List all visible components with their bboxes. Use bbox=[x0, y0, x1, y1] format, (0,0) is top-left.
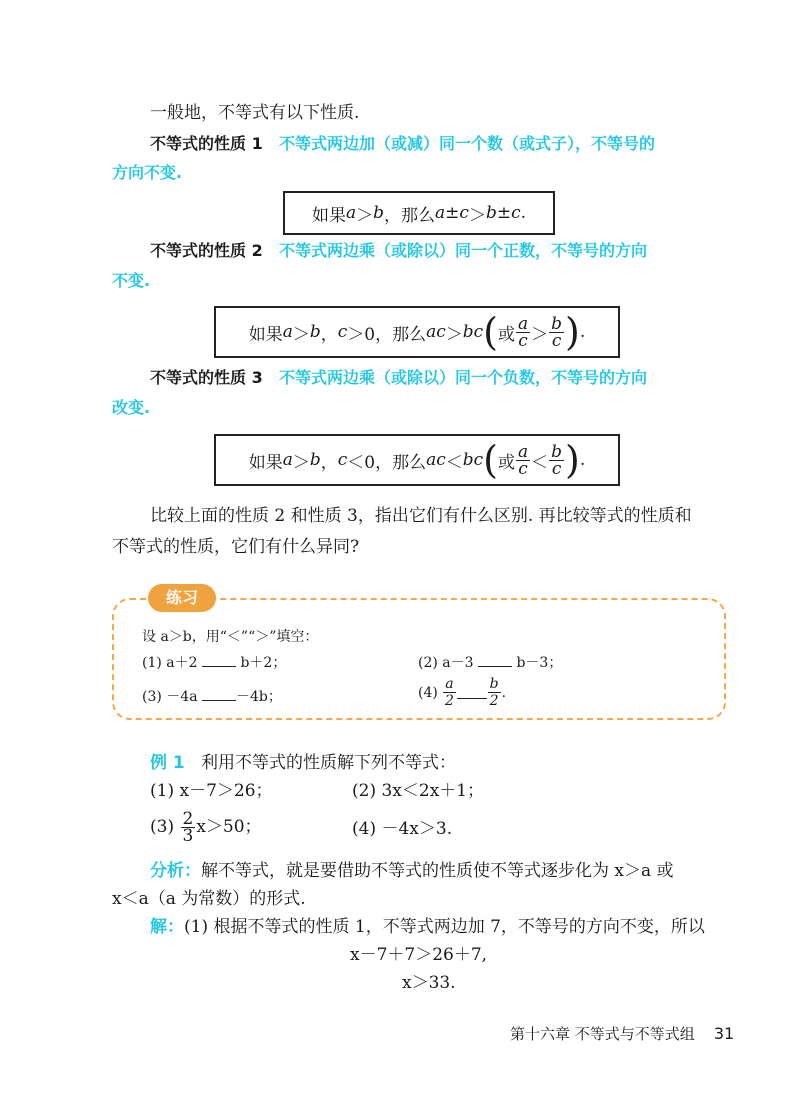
chapter-title: 第十六章 不等式与不等式组 bbox=[510, 1025, 695, 1043]
analysis-label: 分析： bbox=[150, 861, 201, 881]
solution-step-1: x－7＋7＞26＋7, bbox=[350, 945, 488, 965]
property-2-statement-cont: 不变. bbox=[112, 271, 151, 290]
fraction-b-over-c: $\frac{b}{c}$ bbox=[551, 441, 563, 479]
fraction-b-over-c: $\frac{b}{c}$ bbox=[551, 313, 563, 351]
property-2-line1 bbox=[150, 240, 647, 262]
property-1-label: 不等式的性质 1 bbox=[150, 134, 263, 153]
practice-prompt: 设 a＞b，用“＜”“＞”填空： bbox=[142, 629, 319, 645]
analysis-line2: x＜a（a 为常数）的形式. bbox=[112, 889, 306, 909]
practice-item-4: (4) $\frac{a}{2}$ $\frac{b}{2}$ . bbox=[418, 676, 507, 709]
compare-text-line2: 不等式的性质，它们有什么异同? bbox=[112, 537, 360, 557]
compare-text-line1: 比较上面的性质 2 和性质 3，指出它们有什么区别. 再比较等式的性质和 bbox=[150, 506, 692, 526]
fraction-2-over-3: $\frac{2}{3}$ bbox=[182, 808, 194, 846]
practice-item-2: (2) a－3 b－3； bbox=[418, 655, 563, 671]
property-1-line1 bbox=[150, 133, 655, 155]
property-1-statement-cont: 方向不变. bbox=[112, 163, 183, 182]
solution-line1: 解：(1) 根据不等式的性质 1，不等式两边加 7，不等号的方向不变，所以 bbox=[150, 917, 705, 937]
fraction-a-over-c: $\frac{a}{c}$ bbox=[518, 441, 529, 479]
right-paren: ) bbox=[565, 438, 580, 482]
example-problem-2: (2) 3x＜2x＋1； bbox=[352, 781, 485, 801]
fraction-b-over-2: $\frac{b}{2}$ bbox=[489, 676, 499, 709]
answer-blank[interactable] bbox=[202, 688, 236, 701]
intro-text: 一般地，不等式有以下性质. bbox=[150, 103, 360, 123]
answer-blank[interactable] bbox=[202, 654, 236, 667]
property-2-formula-box: 如果 a ＞ b ， c ＞0 ，那么 ac ＞ bc ( 或 $\frac{a}{c}$ ＞ $\frac{b}{c}$ ) . bbox=[214, 306, 620, 358]
example-problem-4: (4) －4x＞3. bbox=[352, 819, 453, 839]
page-footer bbox=[510, 1023, 734, 1044]
example-problem-1: (1) x－7＞26； bbox=[150, 781, 273, 801]
practice-tag: 练习 bbox=[148, 584, 216, 612]
property-1-formula-box: 如果 a ＞ b ，那么 a ± c ＞ b ± c . bbox=[283, 191, 555, 235]
property-3-statement-cont: 改变. bbox=[112, 398, 151, 417]
right-paren: ) bbox=[565, 310, 580, 354]
property-3-formula-box: 如果 a ＞ b ， c ＜0 ，那么 ac ＜ bc ( 或 $\frac{a}{c}$ ＜ $\frac{b}{c}$ ) . bbox=[214, 434, 620, 486]
fraction-a-over-2: $\frac{a}{2}$ bbox=[445, 676, 454, 709]
answer-blank[interactable] bbox=[457, 686, 487, 699]
page-number: 31 bbox=[713, 1024, 735, 1043]
property-3-line1 bbox=[150, 367, 647, 389]
analysis-line1: 分析：解不等式，就是要借助不等式的性质使不等式逐步化为 x＞a 或 bbox=[150, 861, 674, 881]
practice-item-3: (3) －4a －4b； bbox=[142, 689, 282, 705]
practice-item-1: (1) a＋2 b＋2； bbox=[142, 655, 287, 671]
property-2-statement: 不等式两边乘（或除以）同一个正数，不等号的方向 bbox=[278, 241, 647, 260]
example-1-heading: 例 1 利用不等式的性质解下列不等式： bbox=[150, 753, 456, 773]
left-paren: ( bbox=[483, 438, 498, 482]
example-problem-3: (3) $\frac{2}{3}$ x＞50； bbox=[150, 808, 262, 846]
solution-label: 解： bbox=[150, 917, 184, 937]
property-3-label: 不等式的性质 3 bbox=[150, 368, 263, 387]
property-3-statement: 不等式两边乘（或除以）同一个负数，不等号的方向 bbox=[278, 368, 647, 387]
fraction-a-over-c: $\frac{a}{c}$ bbox=[518, 313, 529, 351]
property-1-statement: 不等式两边加（或减）同一个数（或式子），不等号的 bbox=[278, 134, 655, 153]
property-2-label: 不等式的性质 2 bbox=[150, 241, 263, 260]
left-paren: ( bbox=[483, 310, 498, 354]
answer-blank[interactable] bbox=[478, 654, 512, 667]
solution-step-2: x＞33. bbox=[402, 973, 456, 993]
example-label: 例 1 bbox=[150, 753, 185, 773]
